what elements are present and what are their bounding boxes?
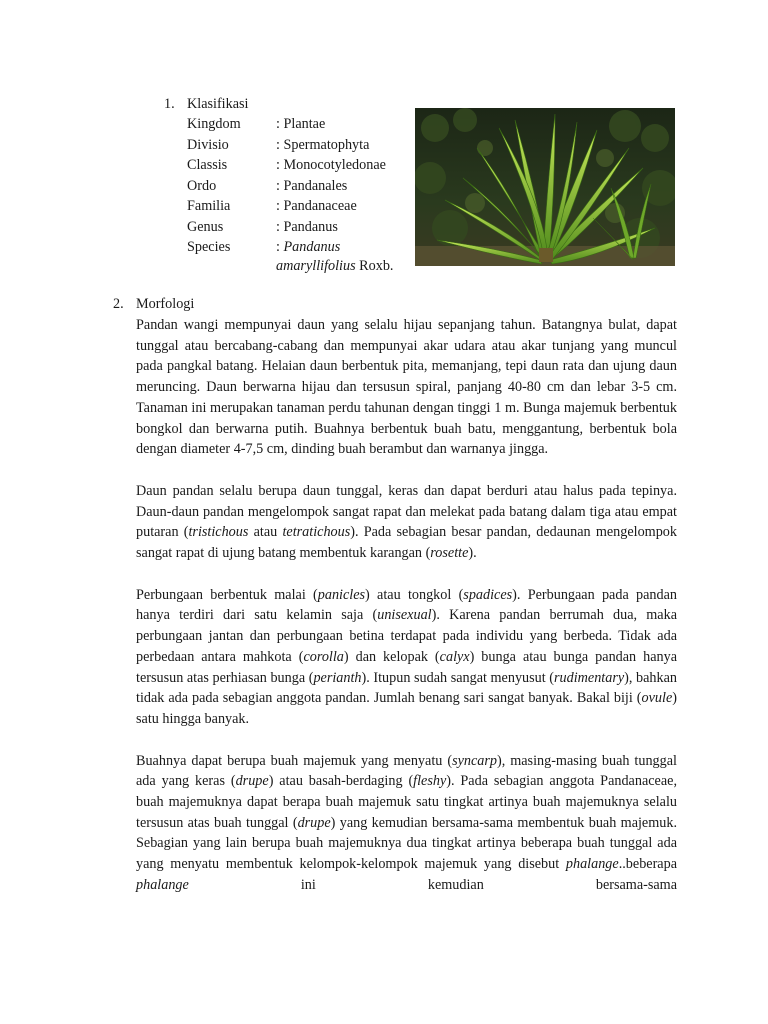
text-run: Daun pandan selalu berupa daun tunggal, keras dan dapat berduri atau halus pada tepinya. Daun-daun pandan mengelompok sangat rapat dan melekat pada batang dalam tiga atau empat putaran ( [136,482,677,541]
classification-row [187,155,406,176]
classification-key: Kingdom [187,116,241,132]
classification-key: Ordo [187,177,217,194]
classification-key: Divisio [187,136,229,153]
text-run: ) bunga atau bunga pandan hanya tersusun atas perhiasan bunga ( [136,648,677,686]
italic-term: rudimentary [554,669,625,686]
italic-term: rosette [430,545,469,562]
classification-value: : Spermatophyta [276,136,370,153]
text-run: ). Perbungaan pada pandan hanya terdiri dari satu kelamin saja ( [136,586,677,624]
text-run: ). Itupun sudah sangat menyusut ( [361,669,555,686]
classification-value: : Pandanus [276,218,338,235]
text-run: ) yang kemudian bersama-sama membentuk buah majemuk. Sebagian yang lain berupa buah majemuknya dua tingkat artinya beberapa buah tunggal ada yang menyatu membentuk kelompok-kelompok majemuk yang disebut [136,814,677,873]
species-epithet-line [276,256,393,276]
text-run: ) atau tongkol ( [365,586,464,603]
text-run: ). [468,545,477,562]
text-run: ini kemudian bersama-sama [188,876,677,893]
section-number: 2. [113,296,124,312]
classification-row [187,114,406,135]
paragraph-spacer [136,564,677,585]
text-run: Perbungaan berbentuk malai ( [136,586,318,603]
italic-term: ovule [641,690,673,707]
italic-term: unisexual [377,607,432,624]
text-run: ). Karena pandan berrumah dua, maka perbungaan jantan dan perbungaan betina terdapat pada individu yang berbeda. Tidak ada perbedaan antara mahkota ( [136,607,677,665]
species-author: Roxb. [355,258,394,274]
classification-value: : Pandanaceae [276,198,357,214]
pandan-plant-photo [415,108,675,266]
italic-term: syncarp [452,752,497,769]
classification-key: Species [187,239,231,255]
italic-term: corolla [303,648,344,665]
text-run: ), bahkan tidak ada pada sebagian anggota pandan. Jumlah benang sari sangat banyak. Bakal biji ( [136,669,677,707]
classification-value: : Plantae [276,116,326,132]
paragraph-4 [136,751,677,896]
italic-term: tetratichous [282,524,351,541]
italic-term: perianth [313,669,362,686]
italic-term: tristichous [188,524,249,541]
text-run: ..beberapa [618,856,677,873]
classification-key: Classis [187,157,228,173]
paragraph-spacer [136,730,677,751]
classification-key: Genus [187,218,224,235]
species-genus-italic: Pandanus [283,239,341,255]
classification-key: Familia [187,198,231,214]
italic-term: fleshy [413,773,447,790]
text-run: ) atau basah-berdaging ( [268,773,414,790]
text-run: ). Pada sebagian besar pandan, dedaunan mengelompok sangat rapat di ujung batang membentuk karangan ( [136,524,677,562]
classification-row [187,135,406,156]
italic-term: phalange [136,876,189,893]
text-run: atau [248,524,283,541]
classification-row [187,217,406,238]
classification-value-species [276,237,406,258]
species-prefix: : [276,239,284,255]
pandan-plant-illustration [415,108,675,266]
text-run: ), masing-masing buah tunggal ada yang keras ( [136,752,677,790]
paragraph-3 [136,585,677,730]
text-run: Buahnya dapat berupa buah majemuk yang menyatu ( [136,752,453,769]
italic-term: phalange [565,856,619,873]
italic-term: drupe [235,773,269,790]
italic-term: drupe [297,814,331,831]
classification-row [187,196,406,217]
text-run: ) satu hingga banyak. [136,690,677,727]
text-run: ). Pada sebagian anggota Pandanaceae, buah majemuknya dapat berapa buah majemuk satu tingkat artinya buah majemuknya selalu tersusun atas buah tunggal ( [136,773,677,831]
paragraph-2 [136,481,677,564]
section-title-morfologi: Morfologi [136,296,195,312]
italic-term: spadices [463,586,513,603]
morfologi-body [136,315,677,896]
paragraph-1: Pandan wangi mempunyai daun yang selalu hijau sepanjang tahun. Batangnya bulat, dapat tunggal atau bercabang-cabang dan mempunyai akar udara atau akar tunjang yang muncul pada pangkal batang. Helaian daun berbentuk pita, memanjang, tepi daun rata dan ujung daun meruncing. Daun berwarna hijau dan tersusun spiral, panjang 40-80 cm dan lebar 3-5 cm. Tanaman ini merupakan tanaman perdu tahunan dengan tinggi 1 m. Bunga majemuk berbentuk bongkol dan berwarna putih. Buahnya berbentuk buah batu, menggantung, berbentuk bola dengan diameter 4-7,5 cm, dinding buah berambut dan warnanya jingga. [136,317,677,458]
italic-term: calyx [439,648,470,665]
classification-row [187,176,406,197]
classification-value: : Monocotyledonae [276,157,386,173]
paragraph-spacer [136,460,677,481]
classification-table [187,114,406,258]
classification-row [187,237,406,258]
species-epithet-italic: amaryllifolius [276,258,356,274]
section-title-klasifikasi: Klasifikasi [187,96,249,112]
text-run: ) dan kelopak ( [343,648,440,665]
section-number: 1. [164,96,175,112]
italic-term: panicles [317,586,366,603]
classification-value: : Pandanales [276,177,348,194]
